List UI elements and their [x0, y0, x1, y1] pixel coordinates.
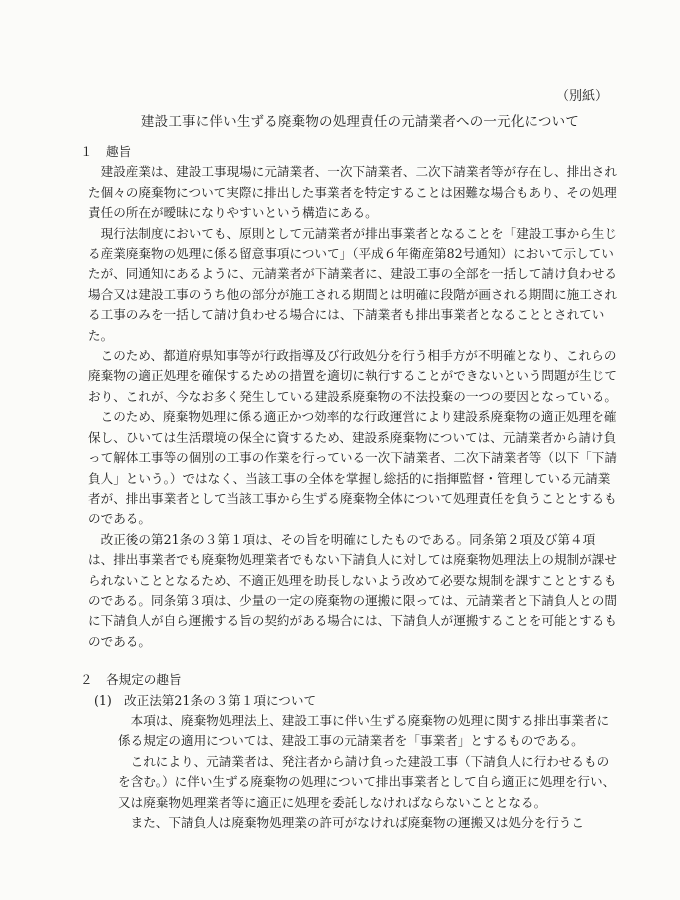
section-2-number: ２	[80, 672, 93, 688]
subsection-1-paragraph: これにより、元請業者は、発注者から請け負った建設工事（下請負人に行わせるものを含む。）に伴い生ずる廃棄物の処理について排出事業者として自ら適正に処理を行い、又は廃棄物処理業者等に適正に処理を委託しなければならないこととなる。	[118, 753, 616, 810]
section-2-heading	[80, 670, 620, 690]
section-1-number: １	[80, 144, 93, 159]
section-1-heading	[80, 142, 620, 162]
subsection-1-title: 改正法第21条の３第１項について	[124, 692, 317, 708]
section-1-paragraph: 建設産業は、建設工事現場に元請業者、一次下請業者、二次下請業者等が存在し、排出された個々の廃棄物について実際に排出した事業者を特定することは困難な場合もあり、その処理責任の所在が曖昧になりやすいという構造にある。	[88, 164, 617, 221]
subsection-1-paragraph: また、下請負人は廃棄物処理業の許可がなければ廃棄物の運搬又は処分を行うこ	[130, 815, 584, 830]
section-1-body	[88, 162, 620, 652]
section-1-title: 趣旨	[106, 144, 132, 159]
annex-label: （別紙）	[555, 89, 608, 104]
subsection-1-paragraph: 本項は、廃棄物処理法上、建設工事に伴い生ずる廃棄物の処理に関する排出事業者に係る規定の適用については、建設工事の元請業者を「事業者」とするものである。	[118, 712, 610, 749]
section-1-paragraph: 現行法制度においても、原則として元請業者が排出事業者となることを「建設工事から生じる産業廃棄物の処理に係る留意事項について」（平成６年衛産第82号通知）において示していたが、同通知にあるように、元請業者が下請業者に、建設工事の全部を一括して請け負わせる場合又は建設工事のうち他の部分が施工される期間とは明確に段階が画される期間に施工される工事のみを一括して請け負わせる場合には、下請業者も排出事業者となることとされていた。	[88, 225, 617, 343]
subsection-1-body	[118, 711, 620, 833]
section-2-title: 各規定の趣旨	[106, 672, 182, 688]
document-title: 建設工事に伴い生ずる廃棄物の処理責任の元請業者への一元化について	[140, 114, 580, 130]
section-1-paragraph: このため、都道府県知事等が行政指導及び行政処分を行う相手方が不明確となり、これらの廃棄物の適正処理を確保するための措置を適切に執行することができないという問題が生じており、これが、今なお多く発生している建設系廃棄物の不法投棄の一つの要因となっている。	[88, 348, 617, 404]
section-gap	[80, 652, 620, 670]
subsection-1-number: (1)	[94, 692, 112, 708]
subsection-1-heading	[94, 691, 620, 711]
section-1-paragraph: このため、廃棄物処理に係る適正かつ効率的な行政運営により建設系廃棄物の適正処理を確保し、ひいては生活環境の保全に資するため、建設系廃棄物については、元請業者から請け負って解体工事等の個別の工事の作業を行っている一次下請業者、二次下請業者等（以下「下請負人」という。）ではなく、当該工事の全体を掌握し総括的に指揮監督・管理している元請業者が、排出事業者として当該工事から生ずる廃棄物全体について処理責任を負うこととするものである。	[88, 409, 617, 527]
section-1-paragraph: 改正後の第21条の３第１項は、その旨を明確にしたものである。同条第２項及び第４項は、排出事業者でも廃棄物処理業者でもない下請負人に対しては廃棄物処理法上の規制が課せられないこととなるため、不適正処理を助長しないよう改めて必要な規制を課すこととするものである。同条第３項は、少量の一定の廃棄物の運搬に限っては、元請業者と下請負人との間に下請負人が自ら運搬する旨の契約がある場合には、下請負人が運搬することを可能とするものである。	[88, 531, 617, 649]
document-body	[80, 142, 620, 833]
